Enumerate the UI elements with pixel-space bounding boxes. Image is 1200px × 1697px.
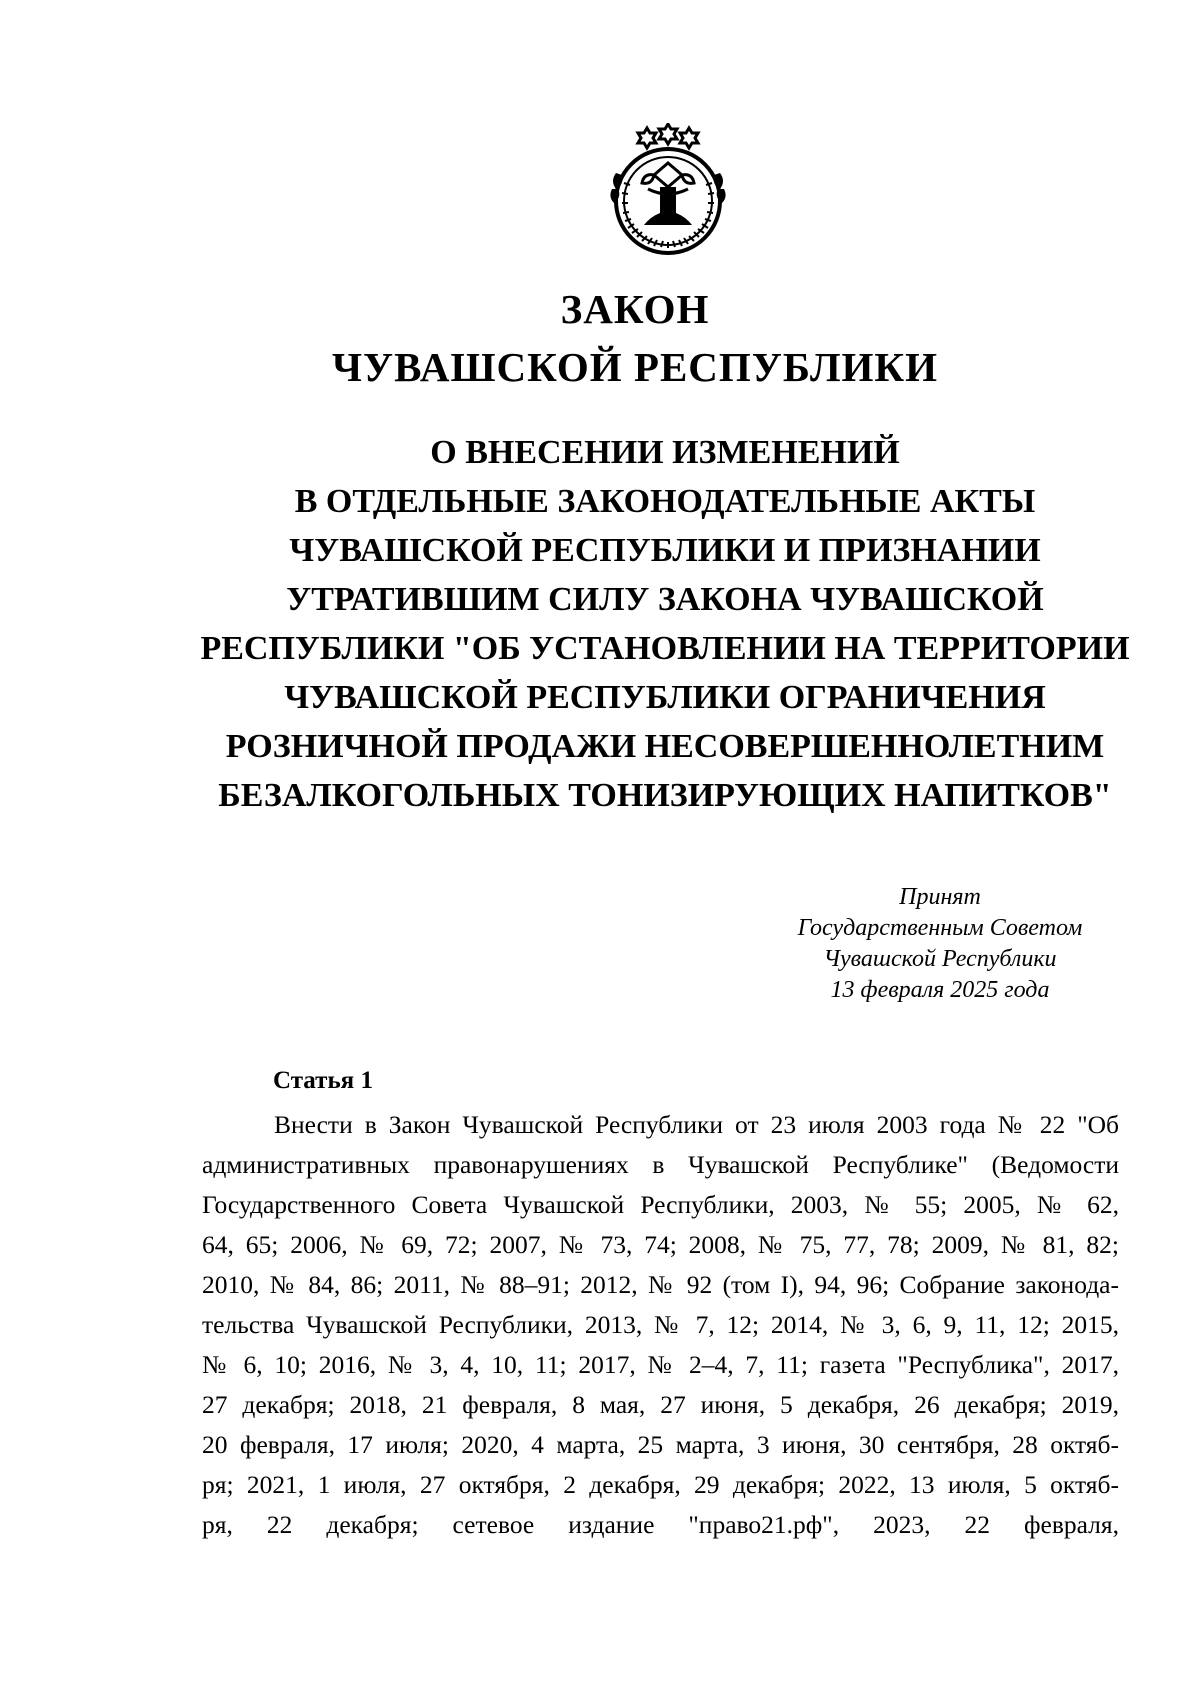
law-title-block [0,280,1200,396]
article-line: Государственного Совета Чувашской Республики, 2003, № 55; 2005, № 62, [202,1190,1119,1219]
subject-line: О ВНЕСЕНИИ ИЗМЕНЕНИЙ [430,434,900,471]
subject-line: УТРАТИВШИМ СИЛУ ЗАКОНА ЧУВАШСКОЙ [286,581,1044,618]
article-line: 64, 65; 2006, № 69, 72; 2007, № 73, 74; 2008, № 75, 77, 78; 2009, № 81, 82; [202,1230,1119,1259]
law-label: ЗАКОН [560,286,710,332]
adoption-line: Принят [899,884,981,910]
subject-line: РЕСПУБЛИКИ "ОБ УСТАНОВЛЕНИИ НА ТЕРРИТОРИИ [200,630,1130,667]
chuvash-republic-coat-of-arms-icon [598,123,738,258]
article-title: Статья 1 [273,1067,373,1094]
article-line: 27 декабря; 2018, 21 февраля, 8 мая, 27 июня, 5 декабря, 26 декабря; 2019, [202,1390,1119,1419]
adoption-date: 13 февраля 2025 года [830,977,1050,1003]
subject-line: ЧУВАШСКОЙ РЕСПУБЛИКИ ОГРАНИЧЕНИЯ [284,679,1046,716]
republic-name: ЧУВАШСКОЙ РЕСПУБЛИКИ [331,344,939,390]
article-line: административных правонарушениях в Чувашской Республике" (Ведомости [202,1150,1119,1179]
subject-line: БЕЗАЛКОГОЛЬНЫХ ТОНИЗИРУЮЩИХ НАПИТКОВ" [218,777,1112,814]
law-subject [200,428,1130,820]
article-line: 2010, № 84, 86; 2011, № 88–91; 2012, № 92 (том I), 94, 96; Собрание законода- [202,1270,1119,1299]
article-line: № 6, 10; 2016, № 3, 4, 10, 11; 2017, № 2–4, 7, 11; газета "Республика", 2017, [202,1350,1119,1379]
adoption-line: Чувашской Республики [823,946,1057,972]
article-line: ря; 2021, 1 июля, 27 октября, 2 декабря, 29 декабря; 2022, 13 июля, 5 октяб- [202,1470,1119,1499]
article-line: ря, 22 декабря; сетевое издание "право21.рф", 2023, 22 февраля, [202,1510,1119,1539]
subject-line: ЧУВАШСКОЙ РЕСПУБЛИКИ И ПРИЗНАНИИ [289,532,1041,569]
adoption-line: Государственным Советом [797,915,1083,941]
article-line: тельства Чувашской Республики, 2013, № 7, 12; 2014, № 3, 6, 9, 11, 12; 2015, [202,1310,1119,1339]
adoption-note [760,882,1120,1006]
subject-line: РОЗНИЧНОЙ ПРОДАЖИ НЕСОВЕРШЕННОЛЕТНИМ [225,728,1105,765]
article-body [202,1105,1119,1545]
coat-of-arms-emblem [598,123,738,258]
article-line: 20 февраля, 17 июля; 2020, 4 марта, 25 марта, 3 июня, 30 сентября, 28 октяб- [202,1430,1119,1459]
subject-line: В ОТДЕЛЬНЫЕ ЗАКОНОДАТЕЛЬНЫЕ АКТЫ [294,483,1036,520]
article-line: Внести в Закон Чувашской Республики от 23 июля 2003 года № 22 "Об [274,1110,1119,1139]
